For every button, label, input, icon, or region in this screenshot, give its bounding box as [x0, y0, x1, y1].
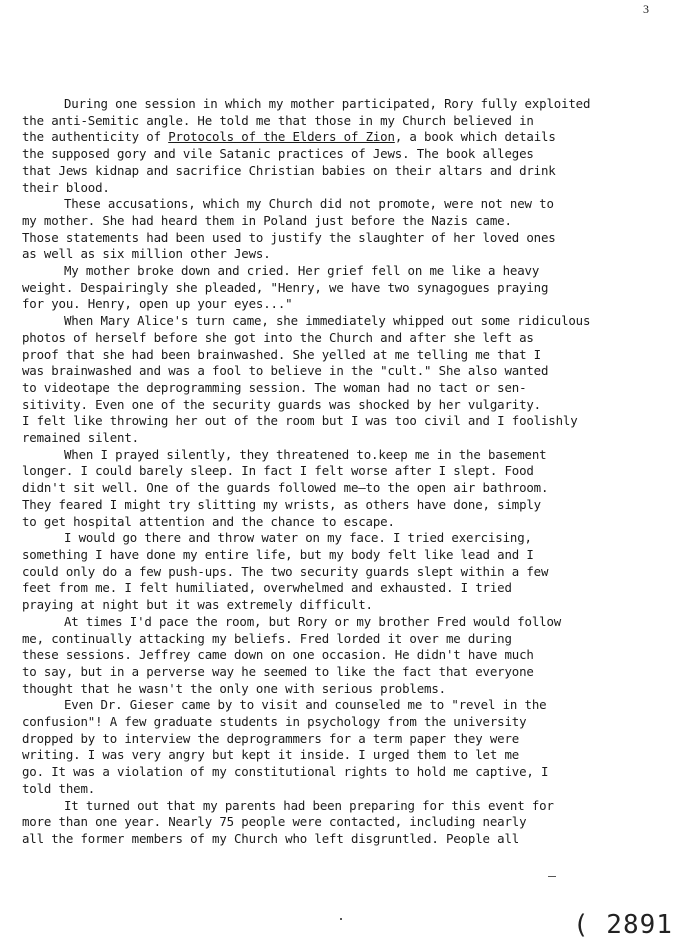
text-line: for you. Henry, open up your eyes...": [22, 296, 293, 312]
text-line: praying at night but it was extremely difficult.: [22, 597, 373, 613]
text-line: to videotape the deprogramming session. The woman had no tact or sen-: [22, 379, 527, 395]
text-line: didn't sit well. One of the guards followed me—to the open air bathroom.: [22, 480, 549, 496]
paragraph: [22, 614, 682, 698]
text-line: me, continually attacking my beliefs. Fred lorded it over me during: [22, 630, 512, 646]
text-line: writing. I was very angry but kept it inside. I urged them to let me: [22, 747, 520, 763]
text-line: their blood.: [22, 179, 110, 195]
text-line: My mother broke down and cried. Her grief fell on me like a heavy: [64, 263, 540, 279]
paragraph: [22, 263, 682, 313]
text-line: confusion"! A few graduate students in psychology from the university: [22, 714, 527, 730]
text-segment: , a book which details: [394, 129, 556, 145]
text-line: longer. I could barely sleep. In fact I felt worse after I slept. Food: [22, 463, 534, 479]
text-line: Those statements had been used to justify the slaughter of her loved ones: [22, 229, 556, 245]
text-line: all the former members of my Church who left disgruntled. People all: [22, 830, 520, 846]
text-line: sitivity. Even one of the security guards was shocked by her vulgarity.: [22, 396, 541, 412]
text-line: photos of herself before she got into the Church and after she left as: [22, 329, 534, 345]
text-line: told them.: [22, 780, 96, 796]
text-line: I felt like throwing her out of the room but I was too civil and I foolishly: [22, 413, 578, 429]
page-number: 3: [643, 2, 649, 16]
text-line: that Jews kidnap and sacrifice Christian babies on their altars and drink: [22, 162, 556, 178]
text-line: thought that he wasn't the only one with serious problems.: [22, 680, 446, 696]
text-line: to say, but in a perverse way he seemed to like the fact that everyone: [22, 663, 534, 679]
text-line: proof that she had been brainwashed. She yelled at me telling me that I: [22, 346, 541, 362]
text-segment: the authenticity of: [22, 129, 169, 145]
text-line: was brainwashed and was a fool to believe in the "cult." She also wanted: [22, 363, 549, 379]
text-line: could only do a few push-ups. The two security guards slept within a few: [22, 563, 549, 579]
body-text: [22, 96, 682, 848]
text-line: to get hospital attention and the chance to escape.: [22, 513, 395, 529]
text-line: go. It was a violation of my constitutional rights to hold me captive, I: [22, 764, 549, 780]
bates-stamp: ( 2891: [573, 910, 673, 940]
text-line: Even Dr. Gieser came by to visit and counseled me to "revel in the: [64, 697, 547, 713]
text-line: something I have done my entire life, but my body felt like lead and I: [22, 546, 534, 562]
text-line: dropped by to interview the deprogrammers for a term paper they were: [22, 730, 520, 746]
text-line: During one session in which my mother participated, Rory fully exploited: [64, 96, 591, 111]
paragraph: [22, 313, 682, 447]
paragraph: [22, 697, 682, 797]
paragraph: [22, 530, 682, 614]
text-line: the supposed gory and vile Satanic practices of Jews. The book alleges: [22, 146, 534, 162]
text-line: At times I'd pace the room, but Rory or my brother Fred would follow: [64, 613, 562, 629]
text-line: weight. Despairingly she pleaded, "Henry, we have two synagogues praying: [22, 279, 549, 295]
text-line: They feared I might try slitting my wrists, as others have done, simply: [22, 496, 541, 512]
text-line: more than one year. Nearly 75 people were contacted, including nearly: [22, 814, 527, 830]
text-line: When I prayed silently, they threatened to.keep me in the basement: [64, 446, 547, 462]
text-line: the anti-Semitic angle. He told me that those in my Church believed in: [22, 112, 534, 128]
text-line: When Mary Alice's turn came, she immediately whipped out some ridiculous: [64, 313, 591, 329]
text-line: as well as six million other Jews.: [22, 246, 271, 262]
text-line: remained silent.: [22, 430, 139, 446]
text-line: These accusations, which my Church did not promote, were not new to: [64, 196, 554, 212]
text-line: my mother. She had heard them in Poland just before the Nazis came.: [22, 212, 512, 228]
text-line: It turned out that my parents had been preparing for this event for: [64, 797, 554, 813]
scan-speck: [340, 918, 342, 920]
text-line: feet from me. I felt humiliated, overwhelmed and exhausted. I tried: [22, 580, 512, 596]
paragraph: [22, 798, 682, 848]
paragraph: [22, 447, 682, 531]
paragraph: [22, 196, 682, 263]
text-line: I would go there and throw water on my face. I tried exercising,: [64, 530, 532, 546]
text-line: these sessions. Jeffrey came down on one occasion. He didn't have much: [22, 647, 534, 663]
paragraph: [22, 96, 682, 196]
scan-speck: [548, 876, 556, 877]
book-title: Protocols of the Elders of Zion: [168, 129, 395, 145]
text-line: [22, 129, 682, 146]
